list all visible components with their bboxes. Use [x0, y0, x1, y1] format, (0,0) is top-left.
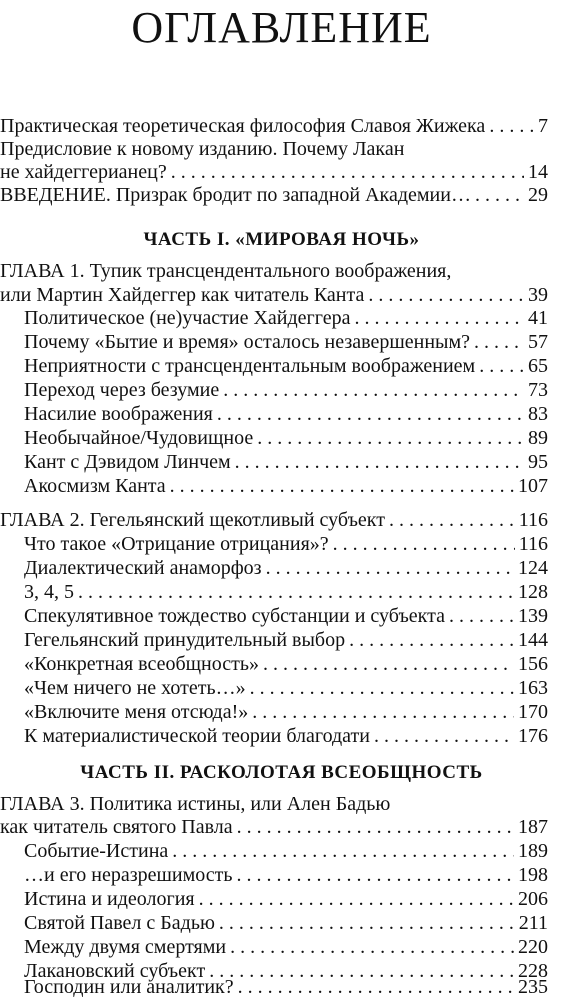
chapter-entry-continuation[interactable]: [0, 816, 548, 839]
section-title: Событие-Истина: [24, 840, 169, 862]
toc-leader-dots: [368, 284, 524, 307]
chapter-entry-continuation[interactable]: [0, 284, 548, 307]
section-title: Акосмизм Канта: [24, 475, 166, 497]
section-page: 170: [518, 701, 548, 723]
section-page: 235: [518, 976, 548, 998]
section-page: 95: [528, 451, 548, 473]
section-page: 228: [518, 960, 548, 982]
section-page: 156: [518, 653, 548, 675]
section-page: 41: [528, 307, 548, 329]
section-page: 65: [528, 355, 548, 377]
toc-entry[interactable]: [0, 115, 548, 138]
chapter-title: или Мартин Хайдеггер как читатель Канта: [0, 284, 365, 306]
toc-entry-continuation[interactable]: [0, 161, 548, 184]
toc-entry[interactable]: [0, 138, 548, 161]
toc-entry-title: Практическая теоретическая философия Славоя Жижека: [0, 115, 486, 137]
chapter-page: 39: [528, 284, 548, 306]
toc-leader-dots: [479, 355, 524, 378]
toc-leader-dots: [230, 936, 514, 959]
toc-leader-dots: [489, 115, 534, 138]
toc-leader-dots: [449, 605, 514, 628]
section-page: 206: [518, 888, 548, 910]
section-page: 163: [518, 677, 548, 699]
section-entry[interactable]: [0, 976, 548, 999]
section-entry[interactable]: [0, 936, 548, 959]
section-entry[interactable]: [0, 533, 548, 556]
section-entry[interactable]: [0, 605, 548, 628]
chapter-title: ГЛАВА 1. Тупик трансцендентального воображения,: [0, 260, 452, 282]
section-title: «Чем ничего не хотеть…»: [24, 677, 246, 699]
toc-leader-dots: [238, 976, 514, 999]
page-title: ОГЛАВЛЕНИЕ: [131, 3, 432, 52]
section-entry[interactable]: [0, 475, 548, 498]
toc-leader-dots: [266, 557, 514, 580]
section-page: 220: [518, 936, 548, 958]
chapter-entry[interactable]: [0, 509, 548, 532]
section-title: Почему «Бытие и время» осталось незавершенным?: [24, 331, 470, 353]
section-entry[interactable]: [0, 725, 548, 748]
toc-leader-dots: [237, 816, 514, 839]
section-entry[interactable]: [0, 427, 548, 450]
section-entry[interactable]: [0, 331, 548, 354]
section-title: Что такое «Отрицание отрицания»?: [24, 533, 329, 555]
section-title: Политическое (не)участие Хайдеггера: [24, 307, 351, 329]
section-title: Гегельянский принудительный выбор: [24, 629, 346, 651]
chapter-title: ГЛАВА 2. Гегельянский щекотливый субъект: [0, 509, 385, 531]
toc-leader-dots: [223, 379, 524, 402]
section-title: Истина и идеология: [24, 888, 195, 910]
section-title: Спекулятивное тождество субстанции и субъекта: [24, 605, 445, 627]
toc-leader-dots: [237, 864, 514, 887]
section-title: «Включите меня отсюда!»: [24, 701, 249, 723]
section-entry[interactable]: [0, 355, 548, 378]
section-page: 83: [528, 403, 548, 425]
toc-leader-dots: [354, 307, 524, 330]
section-title: Диалектический анаморфоз: [24, 557, 262, 579]
section-entry[interactable]: [0, 912, 548, 935]
toc-leader-dots: [252, 701, 514, 724]
toc-leader-dots: [475, 184, 524, 207]
toc-leader-dots: [333, 533, 515, 556]
toc-entry-page: 14: [528, 161, 548, 183]
section-page: 57: [528, 331, 548, 353]
chapter-title: ГЛАВА 3. Политика истины, или Ален Бадью: [0, 793, 391, 815]
section-title: Насилие воображения: [24, 403, 213, 425]
section-entry[interactable]: [0, 864, 548, 887]
toc-leader-dots: [172, 840, 514, 863]
title-wrap: [0, 0, 563, 54]
section-title: Лакановский субъект: [24, 960, 206, 982]
section-title: Необычайное/Чудовищное: [24, 427, 254, 449]
section-page: 128: [518, 581, 548, 603]
section-page: 189: [518, 840, 548, 862]
section-page: 73: [528, 379, 548, 401]
section-title: …и его неразрешимость: [24, 864, 233, 886]
toc-leader-dots: [170, 475, 514, 498]
section-title: Святой Павел с Бадью: [24, 912, 215, 934]
toc-leader-dots: [250, 677, 514, 700]
toc-entry-title: Предисловие к новому изданию. Почему Лакан: [0, 138, 405, 160]
chapter-entry[interactable]: [0, 793, 548, 816]
section-title: 3, 4, 5: [24, 581, 74, 603]
toc-leader-dots: [199, 888, 514, 911]
section-title: Неприятности с трансцендентальным воображением: [24, 355, 476, 377]
part-heading: ЧАСТЬ I. «МИРОВАЯ НОЧЬ»: [143, 229, 420, 250]
section-entry[interactable]: [0, 379, 548, 402]
toc-entry[interactable]: [0, 184, 548, 207]
section-entry[interactable]: [0, 653, 548, 676]
section-entry[interactable]: [0, 403, 548, 426]
section-entry[interactable]: [0, 701, 548, 724]
section-entry[interactable]: [0, 677, 548, 700]
section-title: Переход через безумие: [24, 379, 220, 401]
section-page: 89: [528, 427, 548, 449]
toc-leader-dots: [263, 653, 514, 676]
section-entry[interactable]: [0, 557, 548, 580]
chapter-entry[interactable]: [0, 260, 548, 283]
toc-leader-dots: [171, 161, 524, 184]
toc-leader-dots: [235, 451, 524, 474]
toc-leader-dots: [217, 403, 524, 426]
part-heading: ЧАСТЬ II. РАСКОЛОТАЯ ВСЕОБЩНОСТЬ: [80, 762, 483, 783]
section-page: 144: [518, 629, 548, 651]
section-page: 139: [518, 605, 548, 627]
toc-leader-dots: [374, 725, 514, 748]
section-entry[interactable]: [0, 451, 548, 474]
section-entry[interactable]: [0, 888, 548, 911]
toc-entry-page: 29: [528, 184, 548, 206]
toc-leader-dots: [389, 509, 515, 532]
toc-leader-dots: [257, 427, 524, 450]
toc-entry-page: 7: [538, 115, 548, 137]
section-entry[interactable]: [0, 840, 548, 863]
toc-entry-title: ВВЕДЕНИЕ. Призрак бродит по западной Академии…: [0, 184, 471, 206]
section-title: К материалистической теории благодати: [24, 725, 370, 747]
toc-entry-title: не хайдеггерианец?: [0, 161, 167, 183]
chapter-page: 187: [518, 816, 548, 838]
toc-leader-dots: [349, 629, 514, 652]
chapter-page: 116: [518, 509, 548, 531]
section-title: «Конкретная всеобщность»: [24, 653, 259, 675]
section-page: 107: [518, 475, 548, 497]
section-page: 176: [518, 725, 548, 747]
section-page: 211: [518, 912, 548, 934]
toc-leader-dots: [78, 581, 514, 604]
section-page: 124: [518, 557, 548, 579]
toc-leader-dots: [474, 331, 524, 354]
section-page: 198: [518, 864, 548, 886]
section-page: 116: [518, 533, 548, 555]
section-title: Между двумя смертями: [24, 936, 227, 958]
section-entry[interactable]: [0, 629, 548, 652]
section-title: Кант с Дэвидом Линчем: [24, 451, 231, 473]
toc-leader-dots: [219, 912, 515, 935]
chapter-title: как читатель святого Павла: [0, 816, 233, 838]
section-entry[interactable]: [0, 307, 548, 330]
section-entry[interactable]: [0, 581, 548, 604]
section-title: Господин или аналитик?: [24, 976, 234, 998]
